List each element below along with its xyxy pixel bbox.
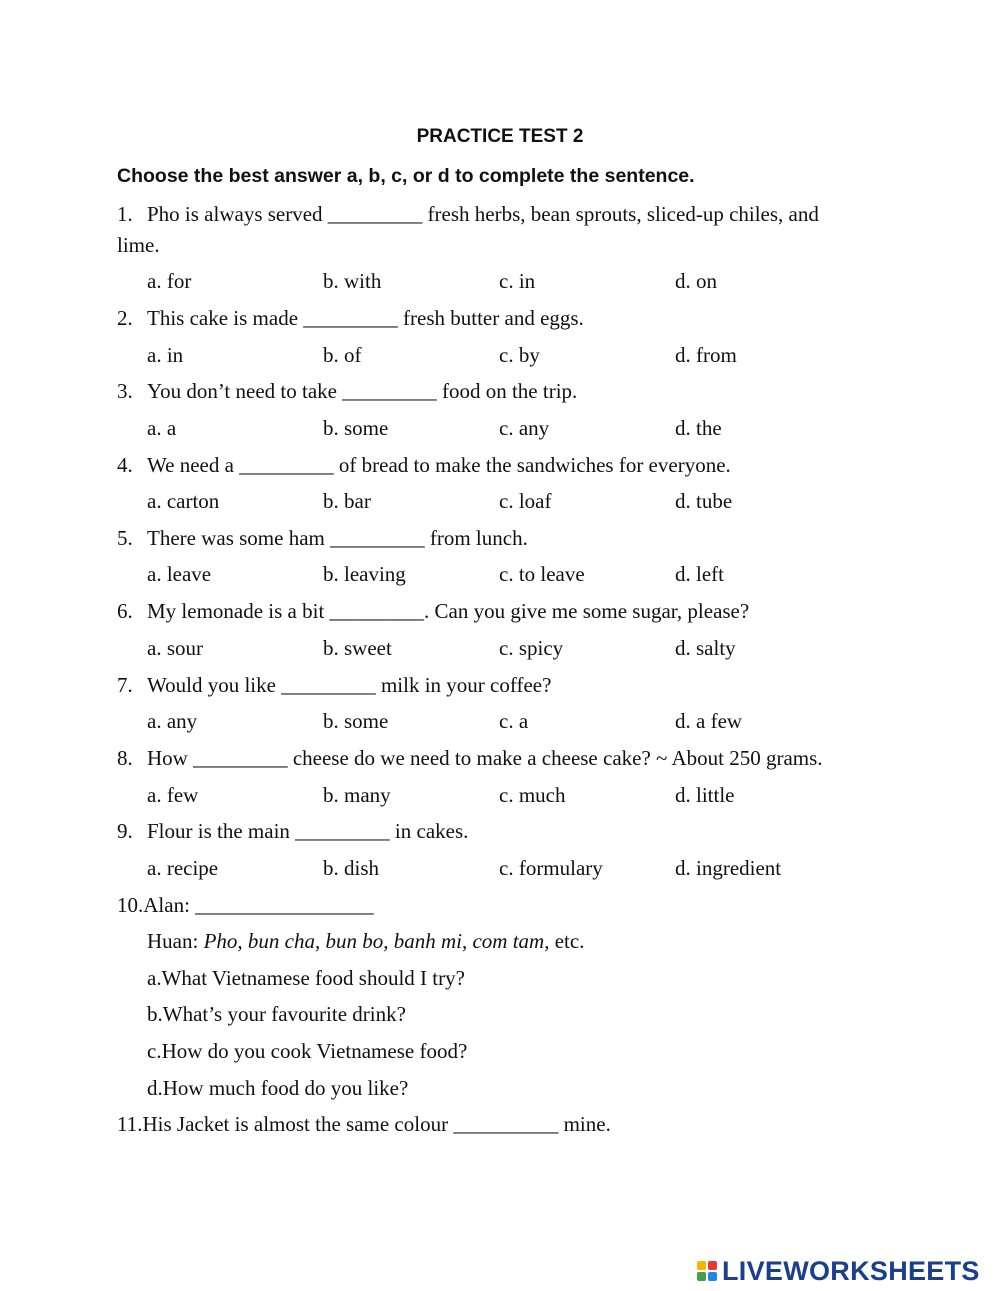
question-1: [117, 202, 819, 227]
option-b[interactable]: b. sweet: [323, 636, 392, 660]
option-d[interactable]: d.How much food do you like?: [147, 1076, 409, 1100]
option-b[interactable]: b. some: [323, 416, 389, 440]
option-b[interactable]: b. dish: [323, 856, 380, 880]
question-text: Pho is always served _________ fresh herbs, bean sprouts, sliced-up chiles, and: [147, 202, 819, 226]
question-number: 9.: [117, 819, 133, 843]
option-d[interactable]: d. from: [675, 343, 737, 367]
logo-icon: [697, 1261, 717, 1281]
question-number: 10.: [117, 893, 144, 917]
question-10: [117, 893, 374, 918]
question-text: How _________ cheese do we need to make a cheese cake? ~ About 250 grams.: [147, 746, 823, 770]
question-text: My lemonade is a bit _________. Can you give me some sugar, please?: [147, 599, 750, 623]
logo-text: LIVEWORKSHEETS: [722, 1255, 980, 1286]
option-c[interactable]: c. formulary: [499, 856, 603, 880]
option-c[interactable]: c. to leave: [499, 562, 585, 586]
question-1-continued: lime.: [117, 233, 160, 257]
option-a[interactable]: a. recipe: [147, 856, 219, 880]
question-number: 7.: [117, 673, 133, 697]
option-d[interactable]: d. tube: [675, 489, 733, 513]
question-10-reply: [147, 929, 584, 954]
question-number: 11.: [117, 1112, 143, 1136]
question-number: 8.: [117, 746, 133, 770]
option-b[interactable]: b. some: [323, 709, 389, 733]
question-text: Would you like _________ milk in your coffee?: [147, 673, 552, 697]
question-number: 2.: [117, 306, 133, 330]
logo-square: [708, 1261, 717, 1270]
question-text: There was some ham _________ from lunch.: [147, 526, 528, 550]
option-c[interactable]: c. any: [499, 416, 550, 440]
page-title: PRACTICE TEST 2: [416, 126, 584, 147]
question-number: 3.: [117, 379, 133, 403]
option-d[interactable]: d. left: [675, 562, 724, 586]
reply-speaker: Huan:: [147, 929, 199, 953]
option-d[interactable]: d. ingredient: [675, 856, 782, 880]
option-a[interactable]: a. leave: [147, 562, 212, 586]
logo-square: [697, 1261, 706, 1270]
question-9: [117, 819, 468, 844]
question-text: This cake is made _________ fresh butter and eggs.: [147, 306, 584, 330]
reply-end: etc.: [554, 929, 585, 953]
question-text: His Jacket is almost the same colour __________ mine.: [142, 1112, 611, 1136]
option-d[interactable]: d. the: [675, 416, 722, 440]
option-b[interactable]: b. many: [323, 783, 391, 807]
option-a[interactable]: a. carton: [147, 489, 220, 513]
option-a[interactable]: a. in: [147, 343, 184, 367]
question-text: We need a _________ of bread to make the sandwiches for everyone.: [147, 453, 731, 477]
option-c[interactable]: c. much: [499, 783, 566, 807]
option-c[interactable]: c. by: [499, 343, 540, 367]
option-a[interactable]: a. a: [147, 416, 177, 440]
question-text: Alan: _________________: [143, 893, 374, 917]
option-c[interactable]: c. spicy: [499, 636, 564, 660]
question-6: [117, 599, 749, 624]
option-c[interactable]: c. in: [499, 269, 536, 293]
question-2: [117, 306, 584, 331]
logo-square: [697, 1272, 706, 1281]
reply-foods: Pho, bun cha, bun bo, banh mi, com tam,: [203, 929, 550, 953]
option-a[interactable]: a. any: [147, 709, 198, 733]
option-a[interactable]: a. few: [147, 783, 199, 807]
liveworksheets-logo: [697, 1256, 980, 1286]
option-a[interactable]: a. sour: [147, 636, 203, 660]
question-text: Flour is the main _________ in cakes.: [147, 819, 469, 843]
option-d[interactable]: d. a few: [675, 709, 743, 733]
question-4: [117, 453, 731, 478]
option-b[interactable]: b. bar: [323, 489, 371, 513]
option-c[interactable]: c. a: [499, 709, 529, 733]
option-b[interactable]: b.What’s your favourite drink?: [147, 1002, 406, 1026]
question-number: 5.: [117, 526, 133, 550]
option-c[interactable]: c. loaf: [499, 489, 552, 513]
option-b[interactable]: b. leaving: [323, 562, 406, 586]
option-c[interactable]: c.How do you cook Vietnamese food?: [147, 1039, 468, 1063]
logo-square: [708, 1272, 717, 1281]
question-5: [117, 526, 528, 551]
option-b[interactable]: b. of: [323, 343, 362, 367]
question-text: You don’t need to take _________ food on the trip.: [147, 379, 578, 403]
option-d[interactable]: d. on: [675, 269, 717, 293]
question-8: [117, 746, 823, 771]
question-number: 6.: [117, 599, 133, 623]
option-a[interactable]: a.What Vietnamese food should I try?: [147, 966, 465, 990]
question-11: [117, 1112, 611, 1137]
option-d[interactable]: d. little: [675, 783, 735, 807]
question-number: 1.: [117, 202, 133, 226]
instruction: Choose the best answer a, b, c, or d to complete the sentence.: [117, 165, 695, 187]
question-3: [117, 379, 577, 404]
option-d[interactable]: d. salty: [675, 636, 736, 660]
option-a[interactable]: a. for: [147, 269, 192, 293]
option-b[interactable]: b. with: [323, 269, 382, 293]
question-7: [117, 673, 551, 698]
question-number: 4.: [117, 453, 133, 477]
